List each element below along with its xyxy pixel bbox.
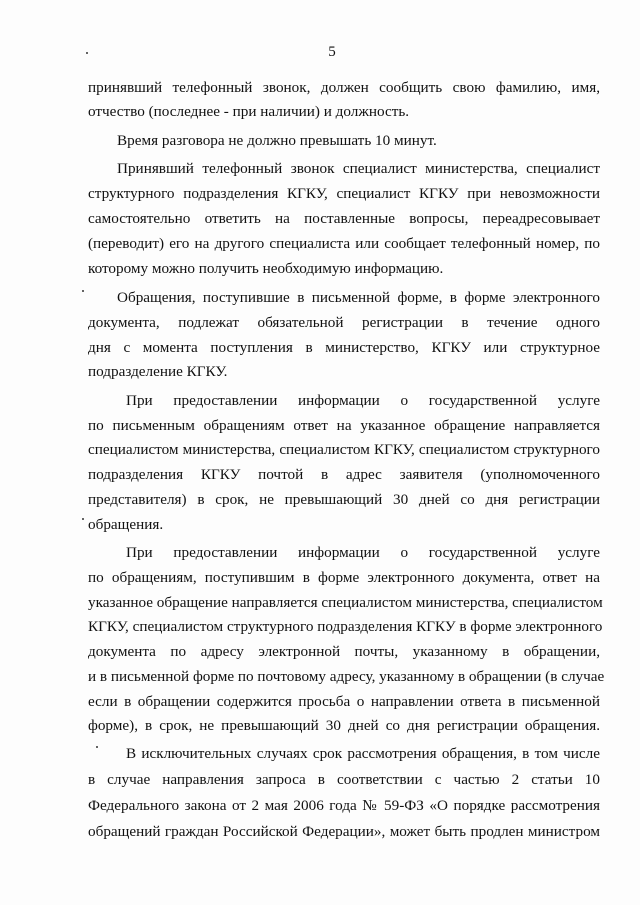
text-line: подразделение КГКУ. [88,363,228,380]
text-line: При предоставлении информации о государственной услуге [126,544,600,561]
text-line: по письменным обращениям ответ на указанное обращение направляется [88,417,600,434]
text-line: документа по адресу электронной почты, указанному в обращении, [88,643,600,660]
text-line: форме), в срок, не превышающий 30 дней со дня регистрации обращения. [88,717,600,734]
text-line: Федерального закона от 2 мая 2006 года № 59-ФЗ «О порядке рассмотрения [88,797,600,814]
text-line: При предоставлении информации о государственной услуге [126,392,600,409]
page-number: 5 [328,44,336,60]
text-line: документа, подлежат обязательной регистрации в течение одного [88,314,600,331]
text-line: и в письменной форме по почтовому адресу, указанному в обращении (в случае [88,668,605,685]
text-line: специалистом министерства, специалистом КГКУ, специалистом структурного [88,441,600,458]
text-line: указанное обращение направляется специалистом министерства, специалистом [88,594,603,611]
text-line: отчество (последнее - при наличии) и должность. [88,103,410,120]
text-line: самостоятельно ответить на поставленные вопросы, переадресовывает [88,210,600,227]
text-line: В исключительных случаях срок рассмотрения обращения, в том числе [126,745,600,762]
text-line: КГКУ, специалистом структурного подразделения КГКУ в форме электронного [88,618,603,635]
text-line: в случае направления запроса в соответствии с частью 2 статьи 10 [88,771,600,788]
scan-speck [96,746,98,748]
text-line: обращения. [88,516,164,533]
text-line: принявший телефонный звонок, должен сообщить свою фамилию, имя, [88,79,600,96]
text-line: (переводит) его на другого специалиста или сообщает телефонный номер, по [88,235,600,252]
scan-speck [82,518,84,520]
text-line: подразделения КГКУ почтой в адрес заявителя (уполномоченного [88,466,600,483]
text-line: дня с момента поступления в министерство, КГКУ или структурное [88,339,600,356]
text-line: если в обращении содержится просьба о направлении ответа в письменной [88,693,600,710]
text-line: Время разговора не должно превышать 10 минут. [117,132,437,149]
text-line: Обращения, поступившие в письменной форме, в форме электронного [117,289,600,306]
scan-speck [86,52,88,54]
text-line: по обращениям, поступившим в форме электронного документа, ответ на [88,569,600,586]
text-line: представителя) в срок, не превышающий 30 дней со дня регистрации [88,491,600,508]
scan-speck [82,290,84,292]
text-line: обращений граждан Российской Федерации», может быть продлен министром [88,823,600,840]
text-line: которому можно получить необходимую информацию. [88,260,444,277]
text-line: Принявший телефонный звонок специалист министерства, специалист [117,160,600,177]
text-line: структурного подразделения КГКУ, специалист КГКУ при невозможности [88,185,600,202]
